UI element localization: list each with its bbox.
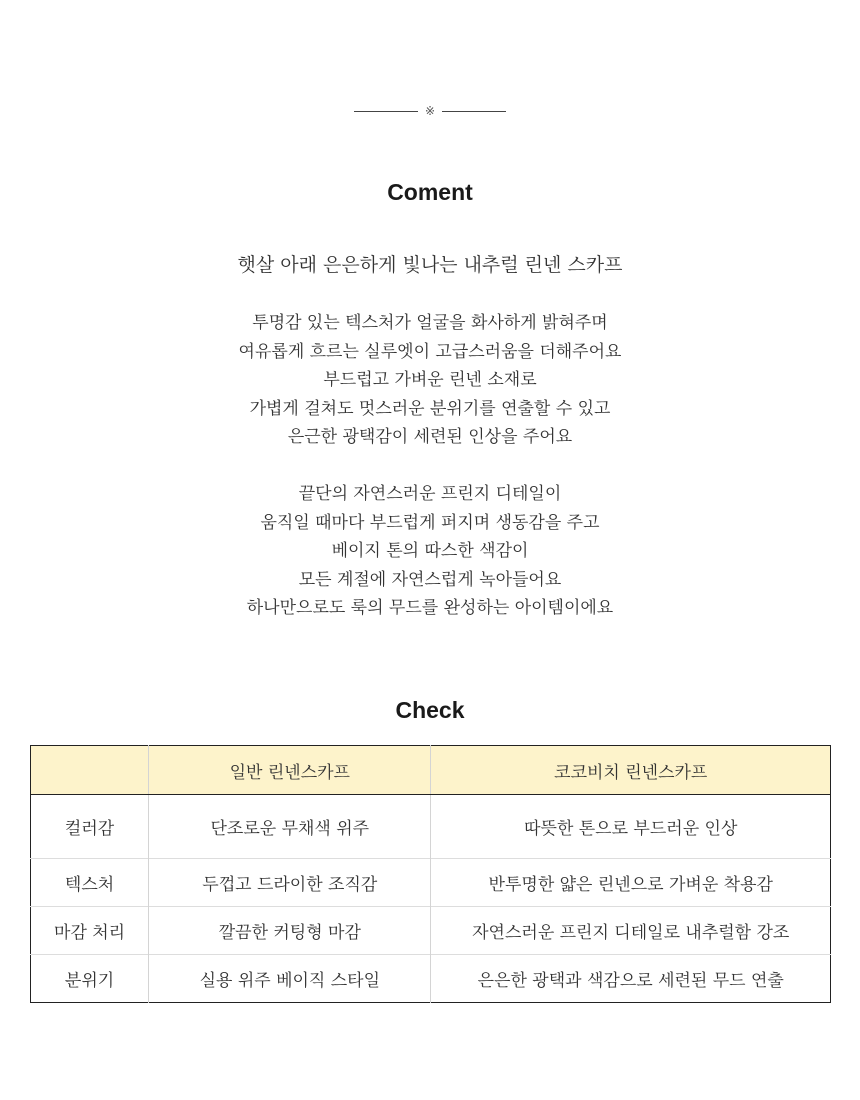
description-line: 하나만으로도 룩의 무드를 완성하는 아이템이에요 (246, 598, 614, 619)
divider-line-left (354, 111, 418, 112)
check-heading: Check (395, 697, 465, 723)
row-label: 마감 처리 (31, 907, 149, 955)
description-line: 가볍게 걸쳐도 멋스러운 분위기를 연출할 수 있고 (249, 398, 611, 419)
cocobeach-value: 은은한 광택과 색감으로 세련된 무드 연출 (431, 955, 831, 1003)
description-line: 모든 계절에 자연스럽게 녹아들어요 (298, 569, 562, 590)
product-tagline: 햇살 아래 은은하게 빛나는 내추럴 린넨 스카프 (237, 254, 623, 276)
description-line: 움직일 때마다 부드럽게 퍼지며 생동감을 주고 (260, 512, 600, 533)
table-row (31, 955, 831, 1003)
description-line: 은근한 광택감이 세련된 인상을 주어요 (287, 427, 573, 448)
header-cell-cocobeach-scarf: 코코비치 린넨스카프 (431, 746, 831, 795)
description-paragraph-1 (0, 309, 860, 452)
regular-value: 깔끔한 커팅형 마감 (149, 907, 431, 955)
description-paragraph-2 (0, 480, 860, 623)
regular-value: 단조로운 무채색 위주 (149, 795, 431, 859)
description-line: 베이지 톤의 따스한 색감이 (331, 541, 529, 562)
row-label: 컬러감 (64, 819, 115, 839)
regular-value: 두껍고 드라이한 조직감 (149, 859, 431, 907)
cocobeach-value: 반투명한 얇은 린넨으로 가벼운 착용감 (431, 859, 831, 907)
table-row (31, 907, 831, 955)
header-cell-empty (31, 746, 149, 795)
cocobeach-value: 자연스러운 프린지 디테일로 내추럴함 강조 (431, 907, 831, 955)
table-header-row (31, 746, 831, 795)
description-line: 부드럽고 가벼운 린넨 소재로 (323, 370, 537, 391)
table-row (31, 795, 831, 859)
table-row (31, 859, 831, 907)
regular-value: 실용 위주 베이직 스타일 (149, 955, 431, 1003)
cocobeach-value: 따뜻한 톤으로 부드러운 인상 (431, 795, 831, 859)
row-label: 텍스처 (31, 859, 149, 907)
comparison-table (30, 745, 831, 1003)
section-divider-ornament (0, 104, 860, 118)
divider-line-right (442, 111, 506, 112)
reference-mark-icon: ※ (424, 104, 436, 118)
description-line: 여유롭게 흐르는 실루엣이 고급스러움을 더해주어요 (238, 341, 622, 362)
coment-heading: Coment (387, 179, 473, 205)
header-cell-regular-scarf: 일반 린넨스카프 (149, 746, 431, 795)
row-label: 분위기 (31, 955, 149, 1003)
description-line: 투명감 있는 텍스처가 얼굴을 화사하게 밝혀주며 (252, 313, 608, 333)
description-line: 끝단의 자연스러운 프린지 디테일이 (298, 484, 562, 504)
